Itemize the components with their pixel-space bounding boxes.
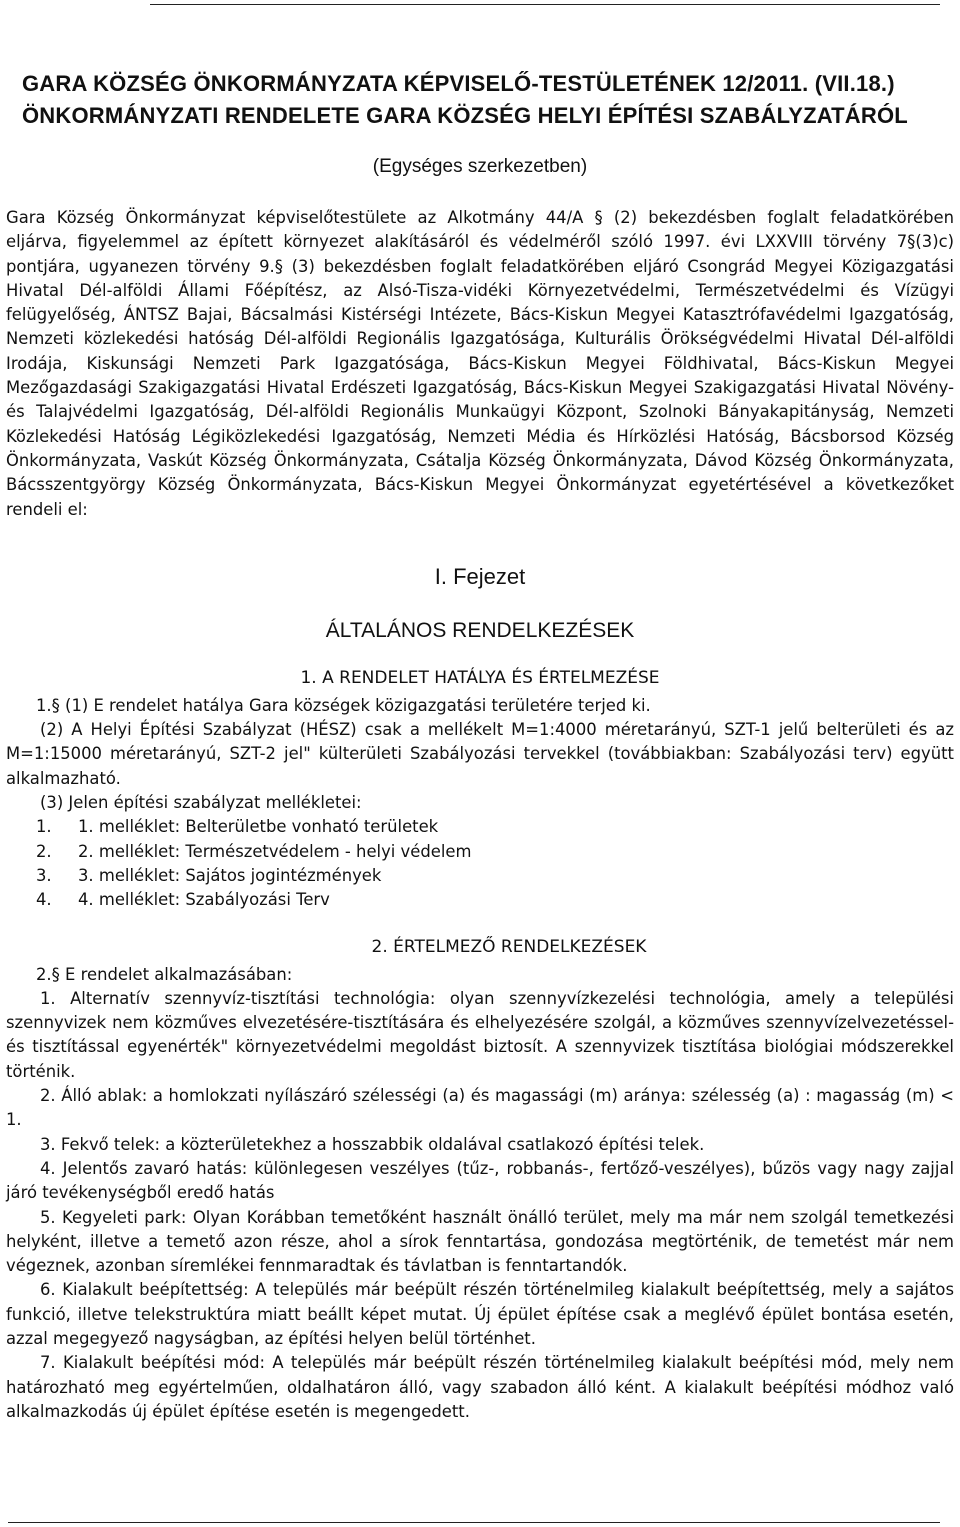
annex-item bbox=[6, 888, 954, 912]
annex-text: 2. melléklet: Természetvédelem - helyi védelem bbox=[78, 841, 472, 861]
bottom-rule bbox=[8, 1522, 940, 1523]
definition-item: 4. Jelentős zavaró hatás: különlegesen veszélyes (tűz-, robbanás-, fertőző-veszélyes), bűzös vagy nagy zajjal járó tevékenységből eredő hatás bbox=[6, 1158, 954, 1203]
section-1-paragraph-3: (3) Jelen építési szabályzat mellékletei: bbox=[40, 793, 362, 813]
definition-item: 3. Fekvő telek: a közterületekhez a hosszabbik oldalával csatlakozó építési telek. bbox=[40, 1134, 705, 1154]
section-1-paragraph-1: 1.§ (1) E rendelet hatálya Gara községek közigazgatási területére terjed ki. bbox=[36, 695, 651, 715]
document-subtitle: (Egységes szerkezetben) bbox=[372, 156, 588, 177]
annex-text: 1. melléklet: Belterületbe vonható területek bbox=[78, 817, 439, 837]
definition-item: 6. Kialakult beépítettség: A település már beépült részén történelmileg kialakult beépítettség, mely a sajátos funkció, illetve telekstruktúra miatt beállt képet mutat. Új épület építése csak a meglévő épület bontása esetén, azzal megegyező nagyságban, az építési helyen belül történhet. bbox=[6, 1280, 954, 1348]
section-1-heading: 1. A RENDELET HATÁLYA ÉS ÉRTELMEZÉSE bbox=[300, 667, 660, 688]
definition-item: 2. Álló ablak: a homlokzati nyílászáró szélességi (a) és magassági (m) aránya: szélesség (a) : magasság (m) < 1. bbox=[6, 1086, 954, 1130]
document-page bbox=[6, 68, 954, 1424]
preamble: Gara Község Önkormányzat képviselőtestülete az Alkotmány 44/A § (2) bekezdésben foglalt feladatkörében eljárva, figyelemmel az épített környezet alakításáról és védelméről szóló 1997. évi LXXVIII törvény 7§(3)c) pontjára, ugyanezen törvény 9.§ (3) bekezdésben foglalt feladatkörében eljáró Csongrád Megyei Közigazgatási Hivatal Dél-alföldi Állami Főépítész, az Alsó-Tisza-vidéki Környezetvédelmi, Természetvédelmi és Vízügyi felügyelőség, ÁNTSZ Bajai, Bácsalmási Kistérségi Intézete, Bács-Kiskun Megyei Katasztrófavédelmi Igazgatóság, Nemzeti közlekedési hatóság Dél-alföldi Regionális Igazgatósága, Kulturális Örökségvédelmi Hivatal Dél-alföldi Irodája, Kiskunsági Nemzeti Park Igazgatósága, Bács-Kiskun Megyei Földhivatal, Bács-Kiskun Megyei Mezőgazdasági Szakigazgatási Hivatal Erdészeti Igazgatóság, Bács-Kiskun Megyei Szakigazgatási Hivatal Növény-és Talajvédelmi Igazgatóság, Dél-alföldi Regionális Munkaügyi Központ, Szolnoki Bányakapitányság, Nemzeti Közlekedési Hatóság Légiközlekedési Igazgatóság, Nemzeti Média és Hírközlési Hatóság, Bácsborsod Község Önkormányzata, Vaskút Község Önkormányzata, Csátalja Község Önkormányzata, Dávod Község Önkormányzata, Bácsszentgyörgy Község Önkormányzata, Bács-Kiskun Megyei Önkormányzat egyetértésével a következőket rendeli el: bbox=[6, 208, 954, 519]
annex-item bbox=[6, 840, 954, 864]
definition-item: 5. Kegyeleti park: Olyan Korábban temetőként használt önálló terület, mely ma már nem szolgál temetkezési helyként, illetve a temető azon része, ahol a sírok fenntartása, gondozása megtörténik, de temetést már nem végeznek, azonban síremlékei fennmaradtak és távlatban is fenntartandók. bbox=[6, 1207, 954, 1276]
annex-text: 4. melléklet: Szabályozási Terv bbox=[78, 890, 330, 910]
chapter-title: ÁLTALÁNOS RENDELKEZÉSEK bbox=[325, 618, 635, 642]
annex-text: 3. melléklet: Sajátos jogintézmények bbox=[78, 865, 382, 885]
chapter-number: I. Fejezet bbox=[434, 563, 526, 589]
annex-number: 2. bbox=[36, 841, 52, 861]
annex-number: 3. bbox=[36, 865, 52, 885]
definition-item: 1. Alternatív szennyvíz-tisztítási technológia: olyan szennyvízkezelési technológia, amely a települési szennyvizek nem közműves elvezetésére-tisztítására és elhelyezésére szolgál, a közműves szennyvízelvezetéssel-és tisztítással egyenérték" környezetvédelmi megoldást biztosít. A szennyvizek tisztítása biológiai módszerekkel történik. bbox=[6, 988, 954, 1081]
definition-item: 7. Kialakult beépítési mód: A település már beépült részén történelmileg kialakult beépítési mód, mely nem határozható meg egyértelműen, oldalhatáron álló, vagy szabadon álló ként. A kialakult beépítési módhoz való alkalmazkodás új épület építése esetén is megengedett. bbox=[6, 1353, 954, 1421]
document-title: GARA KÖZSÉG ÖNKORMÁNYZATA KÉPVISELŐ-TESTÜLETÉNEK 12/2011. (VII.18.) ÖNKORMÁNYZATI RENDELETE GARA KÖZSÉG HELYI ÉPÍTÉSI SZABÁLYZATÁRÓL bbox=[22, 71, 908, 128]
section-1-paragraph-2: (2) A Helyi Építési Szabályzat (HÉSZ) csak a mellékelt M=1:4000 méretarányú, SZT-1 jelű belterületi és az M=1:15000 méretarányú, SZT-2 jel" külterületi Szabályozási tervekkel (továbbiakban: Szabályozási terv) együtt alkalmazható. bbox=[6, 720, 954, 788]
top-rule bbox=[150, 4, 940, 5]
annex-item bbox=[6, 815, 954, 839]
definition-list bbox=[6, 987, 954, 1424]
annex-item bbox=[6, 864, 954, 888]
annex-list bbox=[6, 815, 954, 912]
annex-number: 1. bbox=[36, 817, 52, 837]
annex-number: 4. bbox=[36, 890, 52, 910]
section-2-lead: 2.§ E rendelet alkalmazásában: bbox=[36, 964, 293, 984]
section-2-heading: 2. ÉRTELMEZŐ RENDELKEZÉSEK bbox=[371, 936, 647, 957]
